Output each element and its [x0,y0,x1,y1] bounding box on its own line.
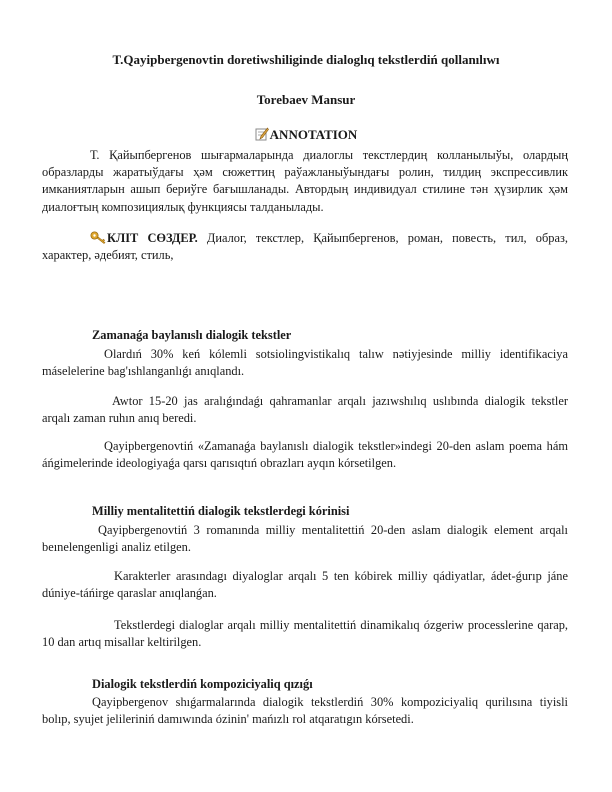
section-paragraph: Awtor 15-20 jas aralıǵındaǵı qahramanlar arqalı jazıwshılıq uslıbında dialogik tekstler arqalı zaman ruhın anıq beredi. [42,394,568,426]
annotation-heading-text: ANNOTATION [269,127,358,142]
keywords-paragraph [42,230,568,264]
section-heading: Zamanaǵa baylanıslı dialogik tekstler [92,328,292,342]
annotation-body: Т. Қайыпбергенов шығармаларында диалоглы текстлердиң колланылыўы, олардың образларды жаратыўдағы ҳәм сюжеттиң раўажланыўындағы ролин, тилдиң экспрессивлик имканиятларын ашып бериўге бағышланады. Автордың индивидуал стилине тән ҳүзирлик ҳәм диалоғтың композициялық функциясы талданылады. [42,148,568,214]
author-name: Torebaev Mansur [256,92,356,107]
memo-icon [255,127,269,141]
keywords-text: Диалог, текстлер, Қайыпбергенов, роман, повесть, тил, образ, характер, әдебият, стиль, [42,231,568,263]
section-paragraph: Qayipbergenov shıǵarmalarında dialogik tekstlerdiń 30% kompoziciyaliq qurilısına tiyisli bolıp, syujet jelileriniń damıwında ózinin' mańızlı rol atqaratıgın kórsetedi. [42,695,568,727]
annotation-heading [0,127,612,143]
paper-title: T.Qayipbergenovtin doretiwshiliginde dialoglıq tekstlerdiń qollanılıwı [112,52,500,67]
key-icon [90,231,106,244]
section-heading: Milliy mentalitettiń dialogik tekstlerdegi kórinisi [92,504,350,518]
section-paragraph: Tekstlerdegi dialoglar arqalı milliy mentalitettiń dinamikalıq ózgeriw processlerine qarap, 10 dan artıq misallar keltirilgen. [42,618,568,650]
section-paragraph: Qayipbergenovtiń 3 romanında milliy mentalitettiń 20-den aslam dialogik element arqalı beınelengenligi analiz etilgen. [42,523,568,555]
section-heading: Dialogik tekstlerdiń kompoziciyaliq qızıǵı [92,677,313,691]
keywords-label: КЛIТ СӨЗДЕР. [107,231,198,245]
section-paragraph: Qayipbergenovtiń «Zamanaǵa baylanıslı dialogik tekstler»indegi 20-den aslam poema hám áńgimelerinde ideologiyaǵa qarsı qarısıqtıń obrazları ayqın kórsetilgen. [42,439,568,471]
section-paragraph: Olardıń 30% keń kólemli sotsiolingvistikalıq talıw nətiyjesinde milliy identifikaciya máselelerine bag'ıshlanganlıǵı anıqlandı. [42,347,568,379]
section-paragraph: Karakterler arasındagı diyaloglar arqalı 5 ten kóbirek milliy qádiyatlar, ádet-ǵurıp jáne dúniye-táńirge qaraslar anıqlanǵan. [42,569,568,601]
